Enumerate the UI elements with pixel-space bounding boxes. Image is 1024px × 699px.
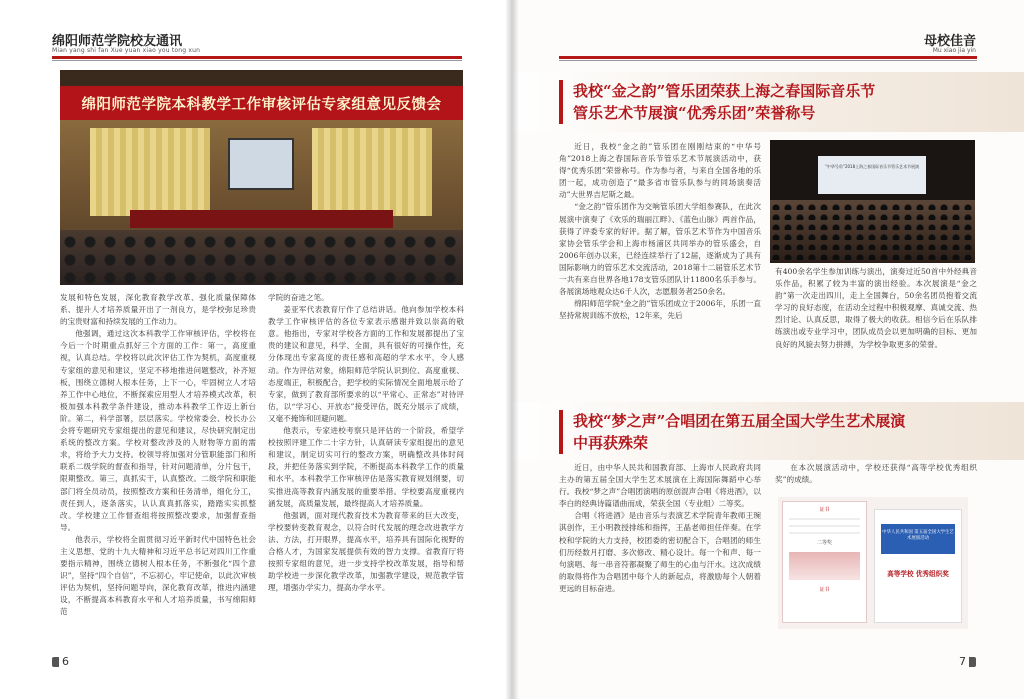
paragraph: 在本次展演活动中，学校还获得“高等学校优秀组织奖”的成绩。 [775, 463, 977, 485]
article1-title-line1: 我校“金之韵”管乐团荣获上海之春国际音乐节 [573, 82, 876, 100]
paragraph: 他表示，学校将全面贯彻习近平新时代中国特色社会主义思想、党的十九大精神和习近平总书记对四川工作重要指示精神，围绕立德树人根本任务，不断强化“四个意识”，坚持“四个自信”，不忘初心，牢记使命，以此次审核评估为契机，坚持问题导向，深化教育改革，推进内涵建设，不断提高本科教育水平和人才培养质量，书写绵阳师范 [60, 534, 256, 617]
paragraph: 近日，我校“金之韵”管乐团在刚刚结束的“中华号角”2018上海之春国际音乐节管乐艺术节展演活动中，获得“优秀乐团”荣誉称号。作为参与者，与来自全国各地的乐团一起，成功创造了“最多省市管乐队参与的同场演奏活动”大世界吉尼斯之最。 [559, 142, 761, 200]
orchestra-players [770, 200, 975, 263]
article1-title-line2: 管乐艺术节展演“优秀乐团”荣誉称号 [573, 104, 816, 122]
article2-heading [559, 410, 905, 454]
article2-title-line1: 我校“梦之声”合唱团在第五届全国大学生艺术展演 [573, 412, 906, 430]
article2-column-1 [559, 462, 761, 648]
article1-heading [559, 80, 875, 124]
paragraph: 发展和特色发展，深化教育教学改革、强化质量保障体系、提升人才培养质量开出了一剂良方，是学校弥足珍贵的宝贵财富和持续发展的工作动力。 [60, 293, 256, 327]
certificate-level: 二等奖 [816, 540, 832, 546]
left-header-subtitle: Mian yang shi fan Xue yuan xiao you tong xun [52, 47, 201, 54]
meeting-photo [60, 70, 463, 285]
paragraph: 学院的奋进之笔。 [268, 293, 329, 302]
right-page-number [959, 655, 976, 668]
orchestra-photo [770, 140, 975, 263]
article2-title [573, 410, 905, 454]
page-number-text: 6 [62, 655, 69, 668]
paragraph: 合唱《将进酒》是由音乐与表演艺术学院青年教师王琬淇创作，王小明教授排练和指挥，王晶老师担任伴奏。在学校和学院的大力支持，校团委的密切配合下，合唱团的师生们历经数月打磨、多次修改、精心设计。每一个和声、每一句演唱、每一串音符都凝聚了师生的心血与汗水。这次成绩的取得将作为合唱团中每个人的新起点，将激励每个人朝着更远的目标奋进。 [559, 511, 761, 593]
certificate-organization-award [874, 509, 962, 623]
projection-screen [228, 138, 294, 190]
article1-column-2 [775, 266, 977, 388]
heading-accent-bar [559, 80, 563, 124]
paragraph: 他强调，面对现代教育技术为教育带来的巨大改变，学校要转变教育观念，以符合时代发展的理念改进教学方法、方法，打开眼界，提高水平，培养具有国际化视野的合格人才，为国家发展提供有效的智力支撑。省教育厅将按照专家组的意见，进一步支持学校改革发展，指导和帮助学校进一步深化教学改革，加强教学建设，规范教学管理，增强办学实力，提高办学水平。 [268, 510, 464, 593]
certificate-org-text: 中华人民共和国 第五届全国大学生艺术展演活动 [882, 530, 954, 541]
right-header-subtitle: Mu xiao jia yin [932, 47, 976, 54]
meeting-banner-text: 绵阳师范学院本科教学工作审核评估专家组意见反馈会 [81, 95, 442, 113]
article1-column-1 [559, 141, 761, 389]
left-article-column-1 [60, 292, 256, 647]
page-marker-icon [52, 657, 59, 667]
page-marker-icon [969, 657, 976, 667]
page-number-text: 7 [959, 655, 966, 668]
concert-screen-text: “中华号角”2018上海之春国际音乐节管乐艺术节展演 [824, 164, 920, 169]
certificates-photo [778, 497, 968, 629]
concert-screen [818, 156, 926, 194]
meeting-banner [60, 86, 463, 120]
right-page [513, 0, 1024, 699]
right-header-rule [559, 56, 977, 59]
certificate-award-text: 高等学校 优秀组织奖 [887, 570, 949, 578]
paragraph: 绵阳师范学院“金之韵”管乐团成立于2006年，乐团一直坚持常规训练不放松，12年来，先后 [559, 299, 761, 321]
paragraph: 姜亚军代表教育厅作了总结讲话。他向参加学校本科教学工作审核评估的各位专家表示感谢并致以崇高的敬意。他指出，专家对学校各方面的工作和发展都提出了宝贵的建议和意见，科学、全面，具有很好的可操作性，充分体现出专家高度的责任感和高超的学术水平，令人感动。作为评估对象，绵阳师范学院认识到位、高度重视、态度端正，积极配合，把学校的实际情况全面地展示给了专家，做到了教育部所要求的以“平常心、正常态”对待评估，以“学习心、开放态”接受评估，既充分展示了成绩，又毫不掩饰和回避问题。 [268, 305, 464, 423]
right-header-thin-rule [559, 60, 977, 61]
stage-curtain-left [90, 128, 210, 216]
paragraph: 他表示，专家进校考察只是评估的一个阶段，希望学校按照评建工作二十字方针，认真研读专家组提出的意见和建议，制定切实可行的整改方案，明确整改具体时间段，并把任务落实到学院，不断提高本科教学工作的质量和水平。本科教学工作审核评估是落实教育规划纲要，切实推进高等教育内涵发展的重要举措。学校要高度重视内涵发展，高质量发展，最终提高人才培养质量。 [268, 426, 464, 508]
paragraph: “金之韵”管乐团作为交响管乐团大学组参赛队，在此次展演中演奏了《欢乐的瑞丽江畔》、《蓝色山脉》两首作品，获得了评委专家的好评。据了解，管乐艺术节作为中国音乐家协会管乐学会和上海市杨浦区共同举办的管乐盛会，自2006年创办以来，已经连续举行了12届，逐渐成为了具有国际影响力的管乐艺术交流活动，2018第十二届管乐艺术节一共有来自世界各地178支管乐团队计11800名乐手参与。各展演场地观众达6千人次，志愿服务者250余名。 [559, 202, 761, 297]
left-header-title: 绵阳师范学院校友通讯 [52, 34, 183, 49]
left-page [0, 0, 511, 699]
stage-curtain-right [312, 128, 432, 216]
paragraph: 他强调，通过这次本科教学工作审核评估，学校将在今后一个时期重点抓好三个方面的工作：第一，高度重视，认真总结。学校将以此次评估工作为契机，高度重视专家组的意见和建议，坚定不移地推进问题整改，补齐短板，围绕立德树人根本任务，上下一心，牢固树立人才培养工作中心地位，不断探索应用型人才培养模式改革，积极加强本科教学条件建设，推动本科教学工作迈上新台阶。第二，科学部署，层层落实。学校常委会、校长办公会将专题研究专家组提出的意见和建议，尽快研究制定出系统的整改方案。学校对整改涉及的人财物等方面的需求，将给予大力支持。校领导将加强对分管职能部门和所联系二级学院的督查和指导，针对问题清单，分片包干，限期整改。第三，真抓实干，认真整改。二级学院和职能部门将全员动员，按照整改方案和任务清单，细化分工，责任到人，逐条落实，认认真真抓落实，踏踏实实抓整改。学校建立工作督查组将按照整改要求，加强督查指导。 [60, 329, 256, 532]
article1-title [573, 80, 875, 124]
audience [60, 230, 463, 285]
certificate-title: 证书 [819, 507, 830, 513]
certificate-blue-header [881, 524, 955, 554]
left-header-rule [52, 56, 462, 59]
left-article-column-2 [268, 292, 464, 647]
paragraph: 有400余名学生参加训练与演出，演奏过近50首中外经典音乐作品，积累了较为丰富的演出经验。本次展演是“金之韵”第一次走出四川，走上全国舞台，50余名团员抱着交流学习的良好态度，在活动全过程中积极观摩、真诚交流、热烈讨论、认真反思，取得了极大的收获。相信今后在乐队排练演出或专业学习中，团队成员会以更加明确的目标、更加良好的风貌去努力拼搏，为学校争取更多的荣誉。 [775, 267, 977, 349]
article2-column-2 [775, 462, 977, 492]
book-gutter-shadow [505, 0, 519, 699]
heading-accent-bar [559, 410, 563, 454]
certificate-title-lower: 证书 [819, 587, 830, 593]
rostrum-table [130, 210, 393, 228]
certificate-second-prize [782, 501, 867, 623]
article2-title-line2: 中再获殊荣 [573, 434, 649, 452]
left-header-thin-rule [52, 60, 462, 61]
right-header-title: 母校佳音 [923, 34, 976, 49]
paragraph: 近日，由中华人民共和国教育部、上海市人民政府共同主办的第五届全国大学生艺术展演在上海国际舞蹈中心举行。我校“梦之声”合唱团演唱的原创混声合唱《将进酒》，以李白的经典诗篇谱曲而成，荣获全国（专业组）二等奖。 [559, 463, 761, 509]
left-page-number [52, 655, 69, 668]
